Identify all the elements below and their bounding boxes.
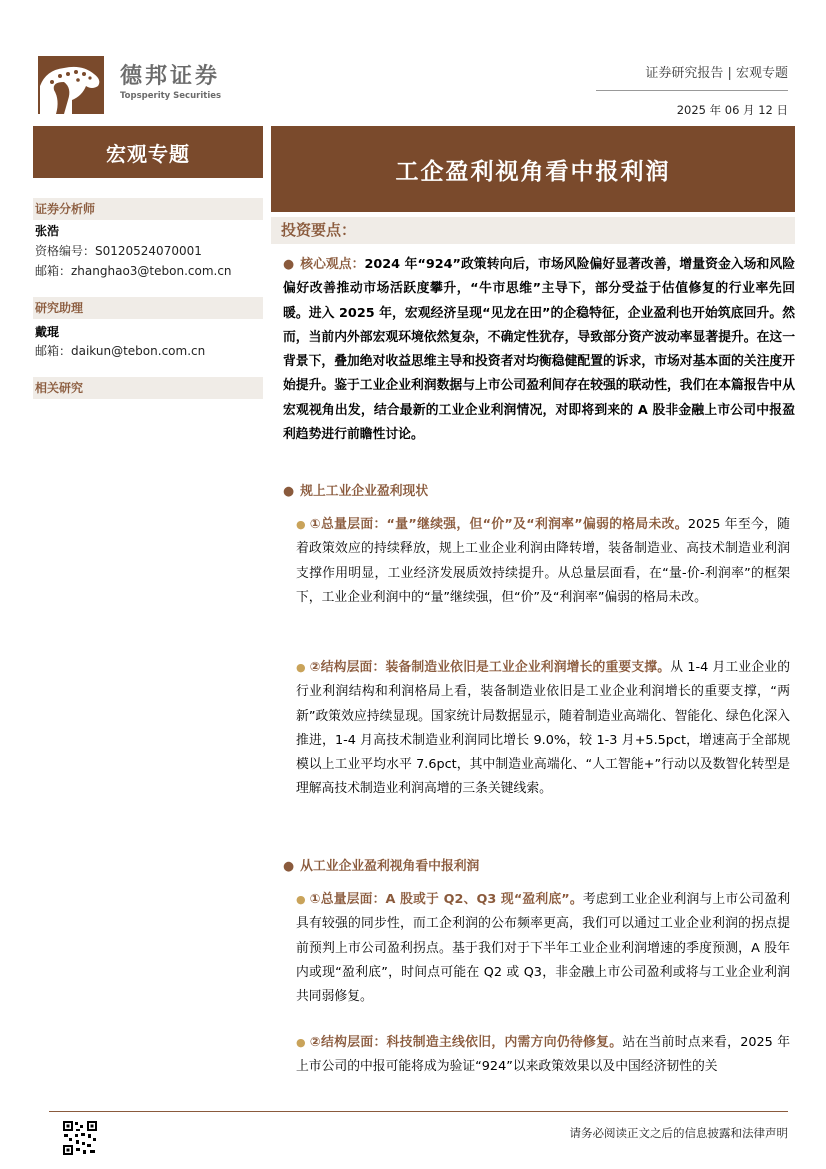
section-heading-1: ● 规上工业企业盈利现状 bbox=[283, 484, 429, 499]
analyst-name: 张浩 bbox=[35, 224, 60, 238]
report-title: 工企盈利视角看中报利润 bbox=[271, 126, 795, 212]
core-view-kicker: 核心观点： bbox=[300, 257, 365, 272]
sub-bullet-icon: ● bbox=[296, 518, 306, 531]
s2-point-1-text: 考虑到工业企业利润与上市公司盈利具有较强的同步性，而工企利润的公布频率更高，我们可以通过工业企业利润的拐点提前预判上市公司盈利拐点。基于我们对于下半年工业企业利润增速的季度预测，A 股年内或现“盈利底”，时间点可能在 Q2 或 Q3，非金融上市公司盈利或将与工业企业利润共同弱修复。 bbox=[296, 892, 790, 1005]
qr-code-icon bbox=[62, 1120, 98, 1156]
core-view-paragraph bbox=[283, 253, 795, 447]
s2-point-2 bbox=[296, 1031, 790, 1080]
brand-name-en: Topsperity Securities bbox=[120, 91, 222, 101]
section-heading-2: ● 从工业企业盈利视角看中报利润 bbox=[283, 859, 480, 874]
s1-point-2 bbox=[296, 656, 790, 802]
analyst-label: 证券分析师 bbox=[33, 198, 263, 220]
bullet-icon: ● bbox=[283, 257, 295, 272]
footer-divider bbox=[49, 1111, 788, 1112]
sub-bullet-icon: ● bbox=[296, 661, 306, 674]
s1-point-1-lead: ①总量层面：“量”继续强，但“价”及“利润率”偏弱的格局未改。 bbox=[309, 517, 688, 532]
report-type: 证券研究报告 | 宏观专题 bbox=[645, 66, 788, 81]
bullet-icon: ● bbox=[283, 859, 295, 874]
legal-disclaimer: 请务必阅读正文之后的信息披露和法律声明 bbox=[569, 1126, 788, 1140]
s2-point-2-text: 站在当前时点来看，2025 年上市公司的中报可能将成为验证“924”以来政策效果以及中国经济韧性的关 bbox=[296, 1035, 790, 1075]
bullet-icon: ● bbox=[283, 484, 295, 499]
core-view-text: 2024 年“924”政策转向后，市场风险偏好显著改善，增量资金入场和风险偏好改善推动市场活跃度攀升，“牛市思维”主导下，部分受益于估值修复的行业率先回暖。进入 2025 年，宏观经济呈现“见龙在田”的企稳特征，企业盈利也开始筑底回升。然而，当前内外部宏观环境依然复杂，不确定性犹存，导致部分资产波动率显著提升。在这一背景下，叠加绝对收益思维主导和投资者对均衡稳健配置的诉求，市场对基本面的关注度开始提升。鉴于工业企业利润数据与上市公司盈利间存在较强的联动性，我们在本篇报告中从宏观视角出发，结合最新的工业企业利润情况，对即将到来的 A 股非金融上市公司中报盈利趋势进行前瞻性讨论。 bbox=[283, 257, 796, 443]
s2-point-1 bbox=[296, 888, 790, 1009]
assistant-email[interactable]: 邮箱：daikun@tebon.com.cn bbox=[35, 344, 206, 358]
s2-point-2-lead: ②结构层面：科技制造主线依旧，内需方向仍待修复。 bbox=[309, 1035, 623, 1050]
sub-bullet-icon: ● bbox=[296, 1036, 306, 1049]
assistant-name: 戴琨 bbox=[35, 325, 60, 339]
s1-point-1-text: 2025 年至今，随着政策效应的持续释放，规上工业企业利润由降转增，装备制造业、高技术制造业利润支撑作用明显，工业经济发展质效持续提升。从总量层面看，在“量-价-利润率”的框架下，工业企业利润中的“量”继续强，但“价”及“利润率”偏弱的格局未改。 bbox=[296, 517, 790, 605]
s1-point-2-text: 从 1-4 月工业企业的行业利润结构和利润格局上看，装备制造业依旧是工业企业利润增长的重要支撑，“两新”政策效应持续显现。国家统计局数据显示，随着制造业高端化、智能化、绿色化深入推进，1-4 月高技术制造业利润同比增长 9.0%，较 1-3 月+5.5pct，增速高于全部规模以上工业平均水平 7.6pct，其中制造业高端化、“人工智能+”行动以及数智化转型是理解高技术制造业利润高增的三条关键线索。 bbox=[296, 660, 790, 797]
analyst-cert: 资格编号：S0120524070001 bbox=[35, 244, 202, 258]
leopard-logo-icon bbox=[38, 56, 104, 114]
analyst-email[interactable]: 邮箱：zhanghao3@tebon.com.cn bbox=[35, 264, 232, 278]
brand bbox=[120, 64, 221, 101]
report-date: 2025 年 06 月 12 日 bbox=[676, 103, 788, 117]
s1-point-1 bbox=[296, 513, 790, 610]
investment-points-heading: 投资要点： bbox=[271, 217, 795, 244]
assistant-label: 研究助理 bbox=[33, 297, 263, 319]
s1-point-2-lead: ②结构层面：装备制造业依旧是工业企业利润增长的重要支撑。 bbox=[309, 660, 671, 675]
related-research-label: 相关研究 bbox=[33, 377, 263, 399]
header-divider bbox=[596, 90, 788, 91]
sub-bullet-icon: ● bbox=[296, 893, 306, 906]
s2-point-1-lead: ①总量层面：A 股或于 Q2、Q3 现“盈利底”。 bbox=[309, 892, 583, 907]
category-band: 宏观专题 bbox=[33, 126, 263, 178]
brand-name-cn: 德邦证券 bbox=[120, 64, 221, 89]
